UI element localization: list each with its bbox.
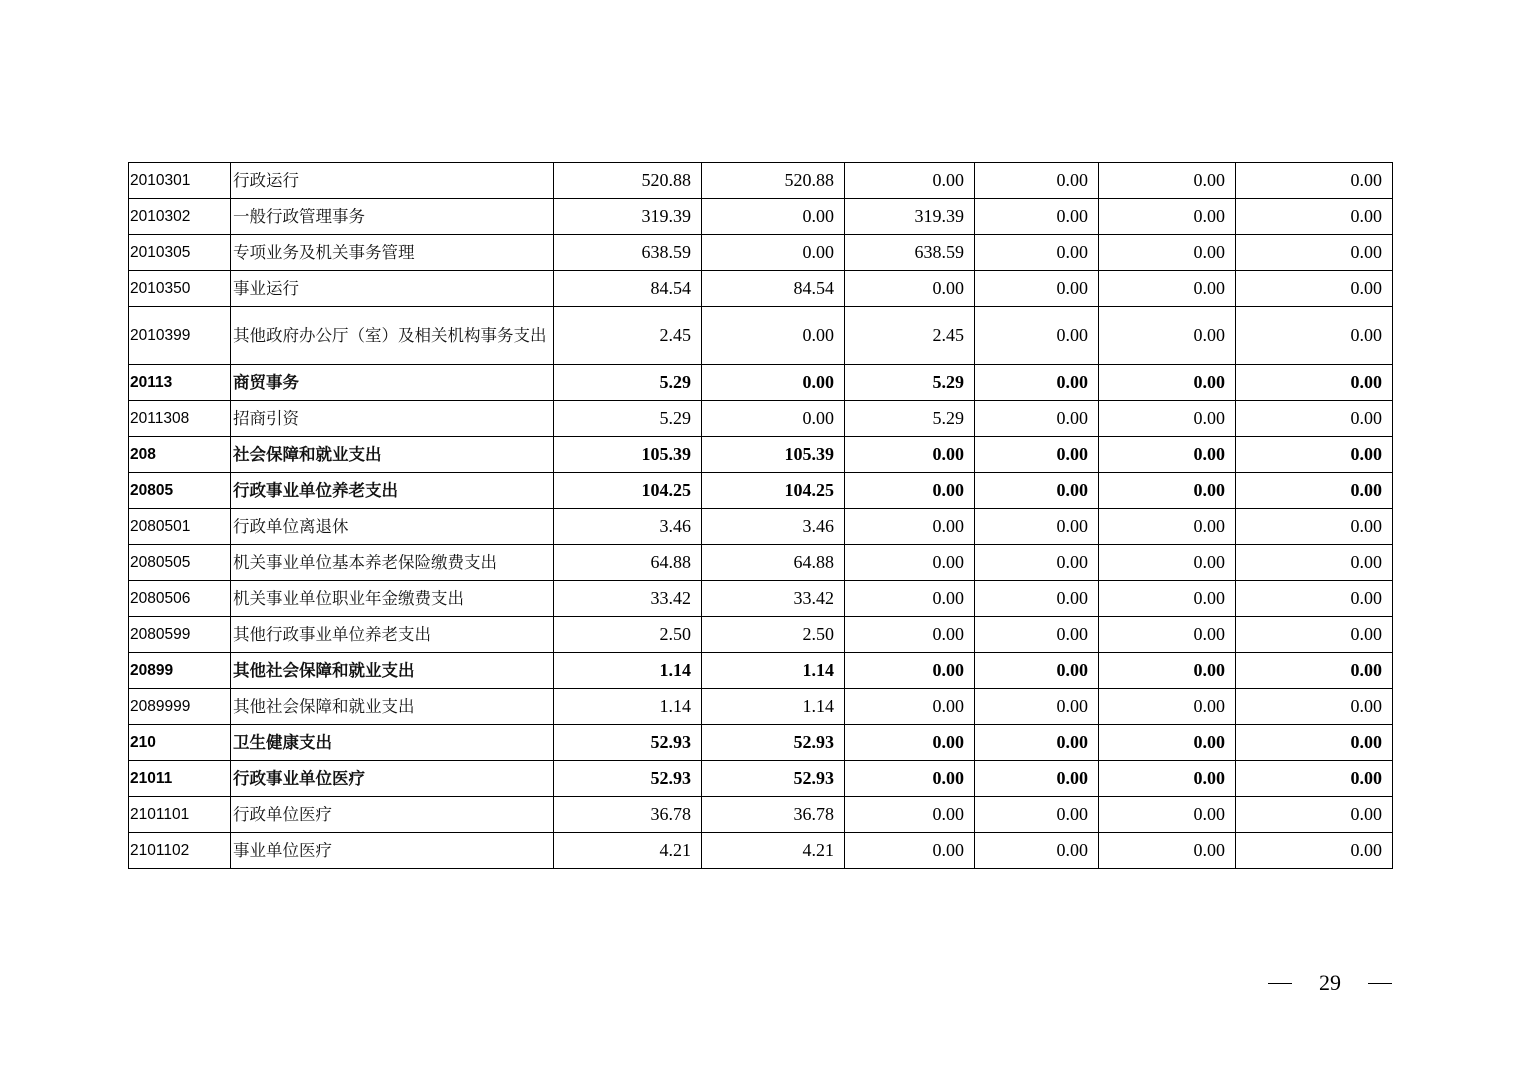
value-col-3-cell: 5.29 (845, 401, 975, 437)
value-col-4-cell: 0.00 (975, 163, 1099, 199)
subject-name-cell: 其他行政事业单位养老支出 (231, 617, 554, 653)
value-col-4-cell: 0.00 (975, 725, 1099, 761)
value-col-6-cell: 0.00 (1236, 545, 1393, 581)
subject-name-cell: 商贸事务 (231, 365, 554, 401)
subject-code-cell: 2080501 (129, 509, 231, 545)
value-col-4-cell: 0.00 (975, 761, 1099, 797)
table-row (129, 617, 1393, 653)
value-col-2-cell: 520.88 (702, 163, 845, 199)
value-col-1-cell: 84.54 (554, 271, 702, 307)
subject-code-cell: 2089999 (129, 689, 231, 725)
subject-code-cell: 20113 (129, 365, 231, 401)
value-col-2-cell: 104.25 (702, 473, 845, 509)
subject-code-cell: 210 (129, 725, 231, 761)
value-col-4-cell: 0.00 (975, 653, 1099, 689)
value-col-4-cell: 0.00 (975, 545, 1099, 581)
value-col-1-cell: 319.39 (554, 199, 702, 235)
subject-name-cell: 行政事业单位医疗 (231, 761, 554, 797)
value-col-2-cell: 1.14 (702, 653, 845, 689)
subject-code-cell: 2010302 (129, 199, 231, 235)
value-col-5-cell: 0.00 (1099, 833, 1236, 869)
subject-name-cell: 其他社会保障和就业支出 (231, 653, 554, 689)
value-col-6-cell: 0.00 (1236, 797, 1393, 833)
value-col-2-cell: 0.00 (702, 199, 845, 235)
subject-code-cell: 2080506 (129, 581, 231, 617)
subject-code-cell: 21011 (129, 761, 231, 797)
subject-code-cell: 2080505 (129, 545, 231, 581)
value-col-5-cell: 0.00 (1099, 473, 1236, 509)
value-col-1-cell: 64.88 (554, 545, 702, 581)
value-col-4-cell: 0.00 (975, 307, 1099, 365)
subject-name-cell: 其他政府办公厅（室）及相关机构事务支出 (231, 307, 554, 365)
value-col-1-cell: 638.59 (554, 235, 702, 271)
subject-code-cell: 2010350 (129, 271, 231, 307)
subject-name-cell: 机关事业单位基本养老保险缴费支出 (231, 545, 554, 581)
table-row (129, 581, 1393, 617)
subject-code-cell: 20899 (129, 653, 231, 689)
value-col-3-cell: 638.59 (845, 235, 975, 271)
page-number (1268, 966, 1392, 1000)
value-col-6-cell: 0.00 (1236, 199, 1393, 235)
value-col-3-cell: 0.00 (845, 509, 975, 545)
value-col-1-cell: 36.78 (554, 797, 702, 833)
value-col-6-cell: 0.00 (1236, 235, 1393, 271)
subject-code-cell: 2010305 (129, 235, 231, 271)
value-col-1-cell: 4.21 (554, 833, 702, 869)
value-col-2-cell: 4.21 (702, 833, 845, 869)
value-col-6-cell: 0.00 (1236, 271, 1393, 307)
table-row (129, 437, 1393, 473)
table-row (129, 833, 1393, 869)
value-col-1-cell: 5.29 (554, 401, 702, 437)
value-col-6-cell: 0.00 (1236, 163, 1393, 199)
table-row (129, 689, 1393, 725)
subject-name-cell: 事业单位医疗 (231, 833, 554, 869)
table-row (129, 797, 1393, 833)
value-col-6-cell: 0.00 (1236, 833, 1393, 869)
subject-code-cell: 2101102 (129, 833, 231, 869)
value-col-3-cell: 0.00 (845, 833, 975, 869)
value-col-2-cell: 0.00 (702, 365, 845, 401)
page-number-right-dash (1368, 983, 1392, 984)
value-col-2-cell: 52.93 (702, 725, 845, 761)
value-col-6-cell: 0.00 (1236, 617, 1393, 653)
value-col-2-cell: 2.50 (702, 617, 845, 653)
value-col-2-cell: 1.14 (702, 689, 845, 725)
subject-code-cell: 2101101 (129, 797, 231, 833)
table-body (129, 163, 1393, 869)
value-col-2-cell: 0.00 (702, 401, 845, 437)
table-row (129, 653, 1393, 689)
value-col-3-cell: 0.00 (845, 437, 975, 473)
subject-name-cell: 行政单位离退休 (231, 509, 554, 545)
subject-name-cell: 专项业务及机关事务管理 (231, 235, 554, 271)
table-row (129, 235, 1393, 271)
value-col-4-cell: 0.00 (975, 401, 1099, 437)
value-col-3-cell: 0.00 (845, 725, 975, 761)
value-col-6-cell: 0.00 (1236, 365, 1393, 401)
subject-name-cell: 行政运行 (231, 163, 554, 199)
value-col-6-cell: 0.00 (1236, 653, 1393, 689)
value-col-4-cell: 0.00 (975, 199, 1099, 235)
table-row (129, 199, 1393, 235)
subject-code-cell: 2010301 (129, 163, 231, 199)
value-col-6-cell: 0.00 (1236, 437, 1393, 473)
subject-code-cell: 2080599 (129, 617, 231, 653)
value-col-5-cell: 0.00 (1099, 653, 1236, 689)
value-col-6-cell: 0.00 (1236, 473, 1393, 509)
value-col-1-cell: 5.29 (554, 365, 702, 401)
table-row (129, 545, 1393, 581)
value-col-6-cell: 0.00 (1236, 307, 1393, 365)
value-col-5-cell: 0.00 (1099, 163, 1236, 199)
subject-name-cell: 行政事业单位养老支出 (231, 473, 554, 509)
value-col-1-cell: 2.45 (554, 307, 702, 365)
value-col-3-cell: 0.00 (845, 473, 975, 509)
value-col-6-cell: 0.00 (1236, 725, 1393, 761)
value-col-2-cell: 3.46 (702, 509, 845, 545)
value-col-3-cell: 0.00 (845, 653, 975, 689)
value-col-4-cell: 0.00 (975, 235, 1099, 271)
value-col-6-cell: 0.00 (1236, 509, 1393, 545)
value-col-5-cell: 0.00 (1099, 401, 1236, 437)
value-col-5-cell: 0.00 (1099, 725, 1236, 761)
value-col-4-cell: 0.00 (975, 473, 1099, 509)
value-col-4-cell: 0.00 (975, 509, 1099, 545)
value-col-5-cell: 0.00 (1099, 509, 1236, 545)
value-col-4-cell: 0.00 (975, 797, 1099, 833)
value-col-5-cell: 0.00 (1099, 761, 1236, 797)
value-col-5-cell: 0.00 (1099, 437, 1236, 473)
value-col-3-cell: 0.00 (845, 271, 975, 307)
value-col-5-cell: 0.00 (1099, 617, 1236, 653)
value-col-2-cell: 0.00 (702, 235, 845, 271)
value-col-1-cell: 2.50 (554, 617, 702, 653)
value-col-4-cell: 0.00 (975, 689, 1099, 725)
value-col-1-cell: 520.88 (554, 163, 702, 199)
value-col-6-cell: 0.00 (1236, 761, 1393, 797)
value-col-2-cell: 105.39 (702, 437, 845, 473)
value-col-2-cell: 84.54 (702, 271, 845, 307)
subject-name-cell: 行政单位医疗 (231, 797, 554, 833)
table-row (129, 725, 1393, 761)
value-col-2-cell: 52.93 (702, 761, 845, 797)
value-col-3-cell: 319.39 (845, 199, 975, 235)
value-col-4-cell: 0.00 (975, 833, 1099, 869)
value-col-4-cell: 0.00 (975, 581, 1099, 617)
value-col-5-cell: 0.00 (1099, 235, 1236, 271)
value-col-4-cell: 0.00 (975, 437, 1099, 473)
table-row (129, 365, 1393, 401)
table-row (129, 307, 1393, 365)
value-col-5-cell: 0.00 (1099, 581, 1236, 617)
value-col-3-cell: 0.00 (845, 545, 975, 581)
value-col-5-cell: 0.00 (1099, 365, 1236, 401)
value-col-2-cell: 64.88 (702, 545, 845, 581)
subject-code-cell: 2010399 (129, 307, 231, 365)
value-col-1-cell: 104.25 (554, 473, 702, 509)
value-col-1-cell: 3.46 (554, 509, 702, 545)
value-col-4-cell: 0.00 (975, 365, 1099, 401)
value-col-2-cell: 33.42 (702, 581, 845, 617)
value-col-3-cell: 0.00 (845, 581, 975, 617)
subject-code-cell: 20805 (129, 473, 231, 509)
value-col-1-cell: 52.93 (554, 725, 702, 761)
table-row (129, 163, 1393, 199)
budget-table (128, 162, 1393, 869)
subject-code-cell: 2011308 (129, 401, 231, 437)
value-col-5-cell: 0.00 (1099, 545, 1236, 581)
subject-name-cell: 其他社会保障和就业支出 (231, 689, 554, 725)
value-col-5-cell: 0.00 (1099, 797, 1236, 833)
value-col-1-cell: 33.42 (554, 581, 702, 617)
value-col-3-cell: 0.00 (845, 617, 975, 653)
table-row (129, 271, 1393, 307)
subject-code-cell: 208 (129, 437, 231, 473)
table-row (129, 401, 1393, 437)
value-col-6-cell: 0.00 (1236, 581, 1393, 617)
value-col-6-cell: 0.00 (1236, 401, 1393, 437)
subject-name-cell: 招商引资 (231, 401, 554, 437)
value-col-1-cell: 105.39 (554, 437, 702, 473)
value-col-4-cell: 0.00 (975, 617, 1099, 653)
value-col-3-cell: 2.45 (845, 307, 975, 365)
page-number-text: 29 (1319, 970, 1341, 995)
value-col-3-cell: 0.00 (845, 797, 975, 833)
value-col-3-cell: 5.29 (845, 365, 975, 401)
value-col-3-cell: 0.00 (845, 761, 975, 797)
subject-name-cell: 社会保障和就业支出 (231, 437, 554, 473)
table-row (129, 509, 1393, 545)
subject-name-cell: 一般行政管理事务 (231, 199, 554, 235)
subject-name-cell: 卫生健康支出 (231, 725, 554, 761)
value-col-6-cell: 0.00 (1236, 689, 1393, 725)
value-col-2-cell: 0.00 (702, 307, 845, 365)
page-number-left-dash (1268, 983, 1292, 984)
value-col-5-cell: 0.00 (1099, 199, 1236, 235)
table-row (129, 761, 1393, 797)
value-col-5-cell: 0.00 (1099, 307, 1236, 365)
value-col-4-cell: 0.00 (975, 271, 1099, 307)
value-col-3-cell: 0.00 (845, 163, 975, 199)
value-col-2-cell: 36.78 (702, 797, 845, 833)
value-col-5-cell: 0.00 (1099, 689, 1236, 725)
value-col-5-cell: 0.00 (1099, 271, 1236, 307)
subject-name-cell: 机关事业单位职业年金缴费支出 (231, 581, 554, 617)
subject-name-cell: 事业运行 (231, 271, 554, 307)
table-row (129, 473, 1393, 509)
value-col-1-cell: 52.93 (554, 761, 702, 797)
value-col-1-cell: 1.14 (554, 689, 702, 725)
value-col-3-cell: 0.00 (845, 689, 975, 725)
value-col-1-cell: 1.14 (554, 653, 702, 689)
